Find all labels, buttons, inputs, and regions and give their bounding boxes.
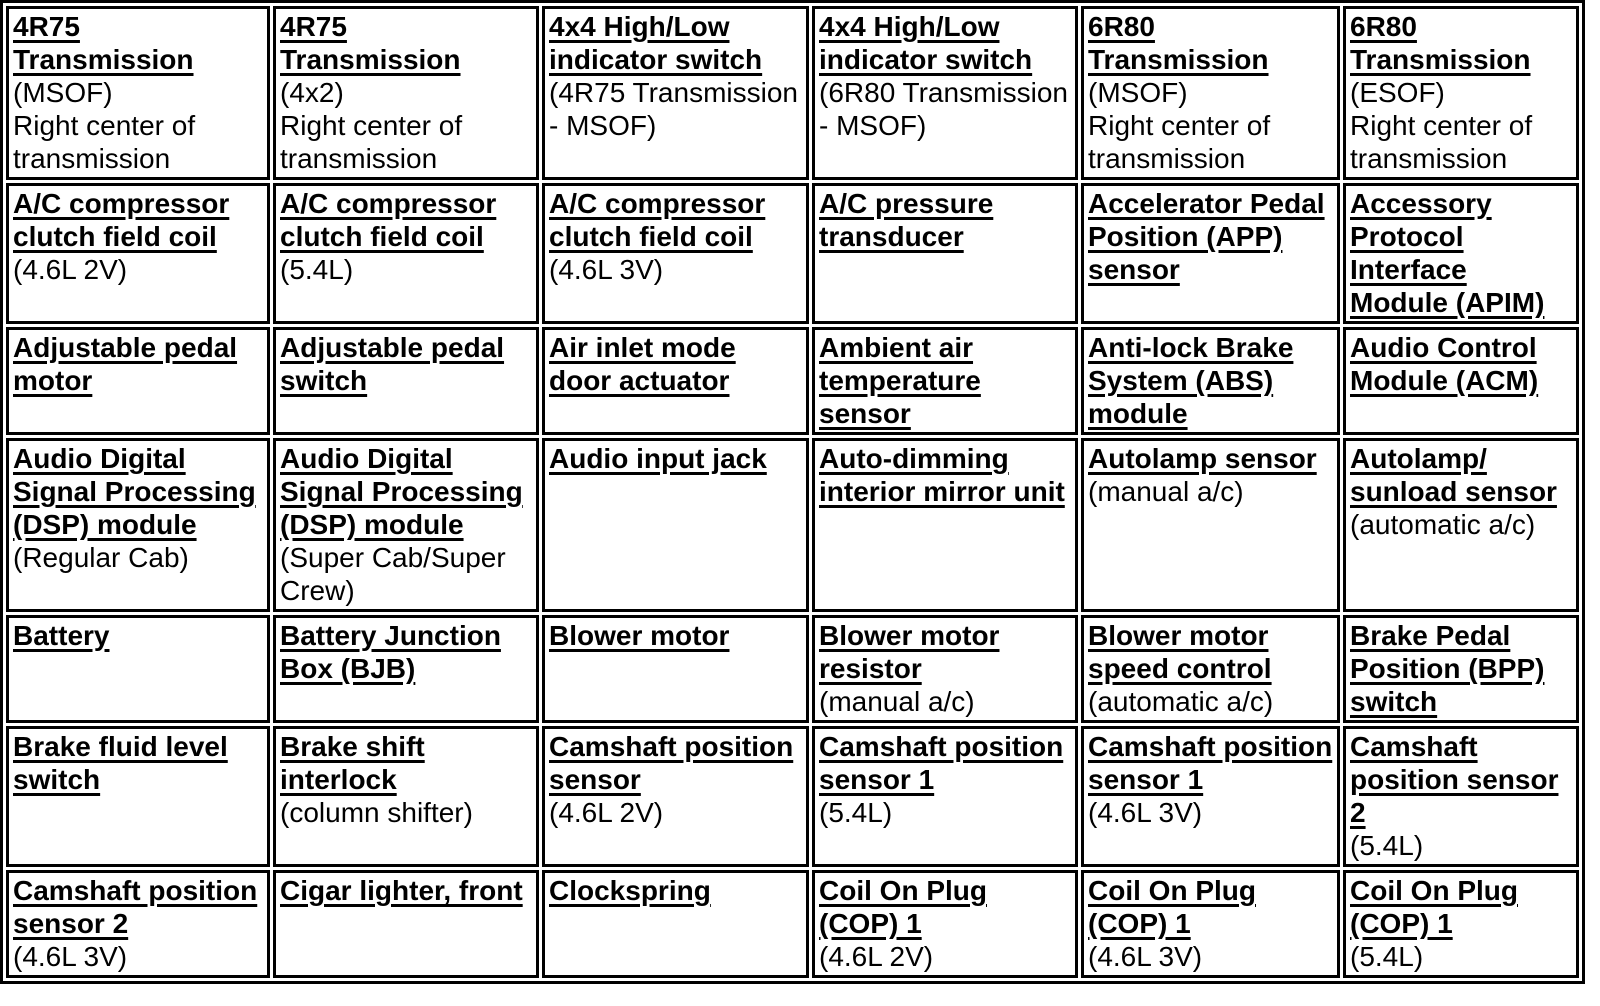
table-cell [812, 183, 1078, 324]
table-cell [1081, 6, 1340, 180]
component-link[interactable]: Audio Digital Signal Processing (DSP) module [280, 443, 523, 540]
component-link[interactable]: Camshaft position sensor [549, 731, 794, 795]
component-note: (4.6L 3V) [13, 941, 128, 972]
table-cell [1343, 438, 1579, 612]
component-link[interactable]: Accessory Protocol Interface Module (APIM) [1350, 188, 1545, 318]
component-link[interactable]: Accelerator Pedal Position (APP) sensor [1088, 188, 1325, 285]
table-cell [1343, 6, 1579, 180]
table-cell [6, 183, 270, 324]
table-cell [812, 615, 1078, 723]
component-link[interactable]: Blower motor resistor [819, 620, 1000, 684]
component-note: (4.6L 3V) [1088, 941, 1203, 972]
component-note: (4.6L 3V) [549, 254, 664, 285]
table-row [6, 183, 1579, 324]
component-note: (5.4L) [1350, 941, 1424, 972]
table-row [6, 6, 1579, 180]
component-note: (5.4L) [280, 254, 354, 285]
component-link[interactable]: 6R80 Transmission [1088, 11, 1269, 75]
component-link[interactable]: Audio input jack [549, 443, 767, 474]
component-link[interactable]: Cigar lighter, front [280, 875, 523, 906]
component-link[interactable]: Blower motor speed control [1088, 620, 1272, 684]
table-cell [273, 726, 539, 867]
component-note: (4.6L 3V) [1088, 797, 1203, 828]
component-note: (ESOF) [1350, 77, 1445, 108]
table-row [6, 327, 1579, 435]
component-link[interactable]: Auto-dimming interior mirror unit [819, 443, 1065, 507]
component-link[interactable]: Audio Digital Signal Processing (DSP) module [13, 443, 256, 540]
component-link[interactable]: 4x4 High/Low indicator switch [549, 11, 763, 75]
table-cell [273, 327, 539, 435]
component-note: (4.6L 2V) [549, 797, 664, 828]
component-link[interactable]: Anti-lock Brake System (ABS) module [1088, 332, 1294, 429]
table-cell [1343, 870, 1579, 978]
table-row [6, 615, 1579, 723]
table-cell [542, 183, 809, 324]
component-link[interactable]: Brake shift interlock [280, 731, 425, 795]
component-note: (5.4L) [1350, 830, 1424, 861]
component-note: (manual a/c) [819, 686, 975, 717]
table-cell [1343, 615, 1579, 723]
table-cell [542, 327, 809, 435]
component-link[interactable]: Camshaft position sensor 1 [819, 731, 1064, 795]
component-note: (4R75 Transmission - MSOF) [549, 77, 798, 141]
component-link[interactable]: 6R80 Transmission [1350, 11, 1531, 75]
table-cell [1343, 327, 1579, 435]
table-cell [273, 870, 539, 978]
component-link[interactable]: Autolamp/ sunload sensor [1350, 443, 1557, 507]
component-note: (Super Cab/Super Crew) [280, 542, 506, 606]
table-cell [812, 6, 1078, 180]
table-cell [542, 870, 809, 978]
component-note: Right center of transmission [13, 110, 196, 174]
table-cell [812, 726, 1078, 867]
component-link[interactable]: Battery [13, 620, 110, 651]
table-cell [1081, 615, 1340, 723]
table-cell [1343, 183, 1579, 324]
component-link[interactable]: Camshaft position sensor 2 [13, 875, 258, 939]
component-note: (MSOF) [13, 77, 113, 108]
component-link[interactable]: Camshaft position sensor 2 [1350, 731, 1559, 828]
component-link[interactable]: Coil On Plug (COP) 1 [1088, 875, 1256, 939]
table-cell [542, 726, 809, 867]
table-cell [542, 615, 809, 723]
component-link[interactable]: A/C pressure transducer [819, 188, 994, 252]
table-cell [1081, 438, 1340, 612]
table-cell [1343, 726, 1579, 867]
component-link[interactable]: A/C compressor clutch field coil [280, 188, 497, 252]
component-link[interactable]: Coil On Plug (COP) 1 [819, 875, 987, 939]
table-cell [542, 6, 809, 180]
table-cell [1081, 183, 1340, 324]
component-link[interactable]: Audio Control Module (ACM) [1350, 332, 1539, 396]
component-note: (4x2) [280, 77, 344, 108]
component-note: Right center of transmission [1350, 110, 1533, 174]
table-cell [273, 6, 539, 180]
table-cell [1081, 327, 1340, 435]
component-note: (4.6L 2V) [13, 254, 128, 285]
component-link[interactable]: 4R75 Transmission [280, 11, 461, 75]
component-link[interactable]: Clockspring [549, 875, 711, 906]
component-link[interactable]: Ambient air temperature sensor [819, 332, 981, 429]
component-note: Right center of transmission [1088, 110, 1271, 174]
component-note: (column shifter) [280, 797, 473, 828]
component-link[interactable]: Brake Pedal Position (BPP) switch [1350, 620, 1545, 717]
table-cell [6, 438, 270, 612]
component-link[interactable]: Air inlet mode door actuator [549, 332, 736, 396]
table-cell [812, 438, 1078, 612]
component-link[interactable]: Adjustable pedal switch [280, 332, 505, 396]
table-cell [6, 327, 270, 435]
component-note: (manual a/c) [1088, 476, 1244, 507]
table-cell [1081, 870, 1340, 978]
table-cell [273, 438, 539, 612]
table-cell [812, 327, 1078, 435]
table-cell [6, 870, 270, 978]
table-row [6, 870, 1579, 978]
component-note: (5.4L) [819, 797, 893, 828]
component-link[interactable]: 4x4 High/Low indicator switch [819, 11, 1033, 75]
table-cell [812, 870, 1078, 978]
table-cell [6, 615, 270, 723]
component-link[interactable]: A/C compressor clutch field coil [549, 188, 766, 252]
component-note: (automatic a/c) [1088, 686, 1274, 717]
component-link[interactable]: A/C compressor clutch field coil [13, 188, 230, 252]
component-note: (6R80 Transmission - MSOF) [819, 77, 1068, 141]
component-link[interactable]: Adjustable pedal motor [13, 332, 238, 396]
component-note: (automatic a/c) [1350, 509, 1536, 540]
table-cell [6, 6, 270, 180]
component-note: (MSOF) [1088, 77, 1188, 108]
component-link[interactable]: Coil On Plug (COP) 1 [1350, 875, 1518, 939]
table-cell [6, 726, 270, 867]
component-note: Right center of transmission [280, 110, 463, 174]
component-link[interactable]: 4R75 Transmission [13, 11, 194, 75]
table-cell [542, 438, 809, 612]
component-link[interactable]: Battery Junction Box (BJB) [280, 620, 501, 684]
table-cell [1081, 726, 1340, 867]
component-note: (4.6L 2V) [819, 941, 934, 972]
component-link[interactable]: Camshaft position sensor 1 [1088, 731, 1333, 795]
table-row [6, 726, 1579, 867]
table-row [6, 438, 1579, 612]
component-link[interactable]: Brake fluid level switch [13, 731, 228, 795]
component-link[interactable]: Autolamp sensor [1088, 443, 1317, 474]
table-cell [273, 183, 539, 324]
table-cell [273, 615, 539, 723]
component-link[interactable]: Blower motor [549, 620, 730, 651]
component-note: (Regular Cab) [13, 542, 189, 573]
